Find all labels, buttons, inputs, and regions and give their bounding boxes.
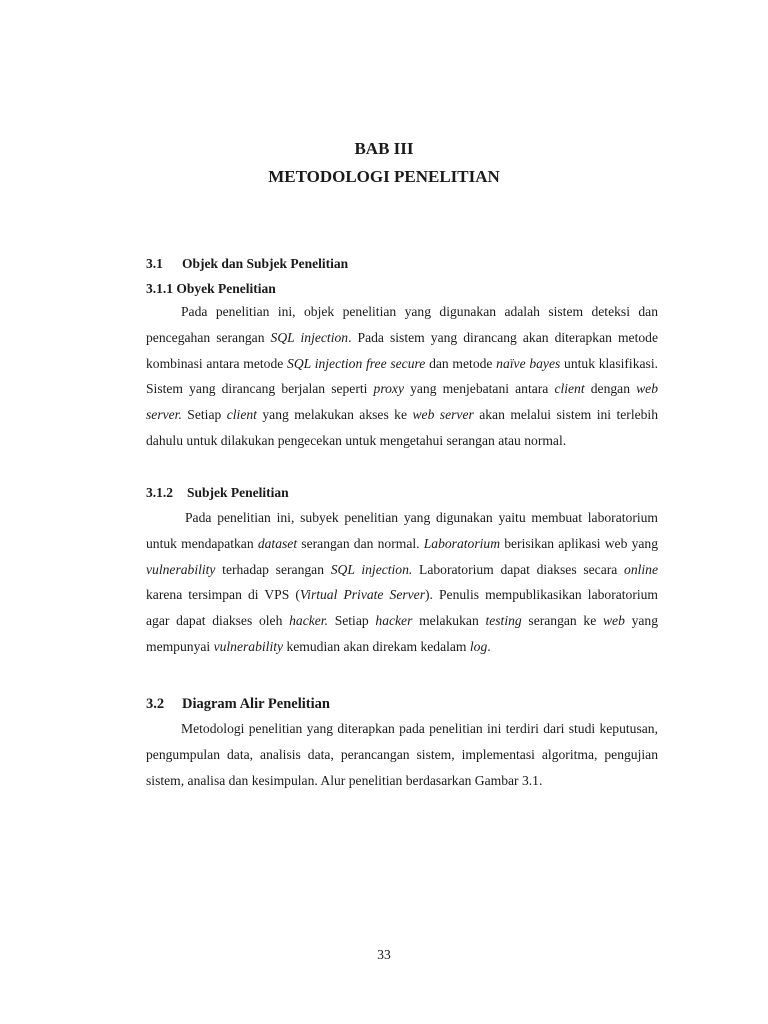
section-title: Obyek Penelitian [176,281,276,296]
section-title: Objek dan Subjek Penelitian [182,256,349,271]
chapter-title: METODOLOGI PENELITIAN [268,167,500,186]
paragraph-subjek: Pada penelitian ini, subyek penelitian yang digunakan yaitu membuat laboratorium untuk mendapatkan dataset serangan dan normal. Laboratorium berisikan aplikasi web yang vulnerability terhadap serangan SQL injection. Laboratorium dapat diakses secara online karena tersimpan di VPS (Virtual Private Server). Penulis mempublikasikan laboratorium agar dapat diakses oleh hacker. Setiap hacker melakukan testing serangan ke web yang mempunyai vulnerability kemudian akan direkam kedalam log. [146,510,659,654]
section-number: 3.1.1 [146,281,173,296]
section-3-2-heading [146,696,330,713]
paragraph-obyek: Pada penelitian ini, objek penelitian yang digunakan adalah sistem deteksi dan pencegahan serangan SQL injection. Pada sistem yang dirancang akan diterapkan metode kombinasi antara metode SQL injection free secure dan metode naïve bayes untuk klasifikasi. Sistem yang dirancang berjalan seperti proxy yang menjebatani antara client dengan web server. Setiap client yang melakukan akses ke web server akan melalui sistem ini terlebih dahulu untuk dilakukan pengecekan untuk mengetahui serangan atau normal. [146,304,658,448]
page-number: 33 [377,947,391,962]
section-3-1-2-heading [146,485,289,501]
chapter-label: BAB III [354,139,414,158]
section-title: Subjek Penelitian [187,485,289,500]
section-number: 3.1.2 [146,485,173,500]
section-title: Diagram Alir Penelitian [182,696,330,712]
section-number: 3.2 [146,696,165,712]
paragraph-diagram-alir: Metodologi penelitian yang diterapkan pada penelitian ini terdiri dari studi keputusan, pengumpulan data, analisis data, perancangan sistem, implementasi algoritma, pengujian sistem, analisa dan kesimpulan. Alur penelitian berdasarkan Gambar 3.1. [146,721,658,788]
section-3-1-1-heading [146,281,276,297]
section-number: 3.1 [146,256,163,271]
section-3-1-heading [146,256,348,272]
